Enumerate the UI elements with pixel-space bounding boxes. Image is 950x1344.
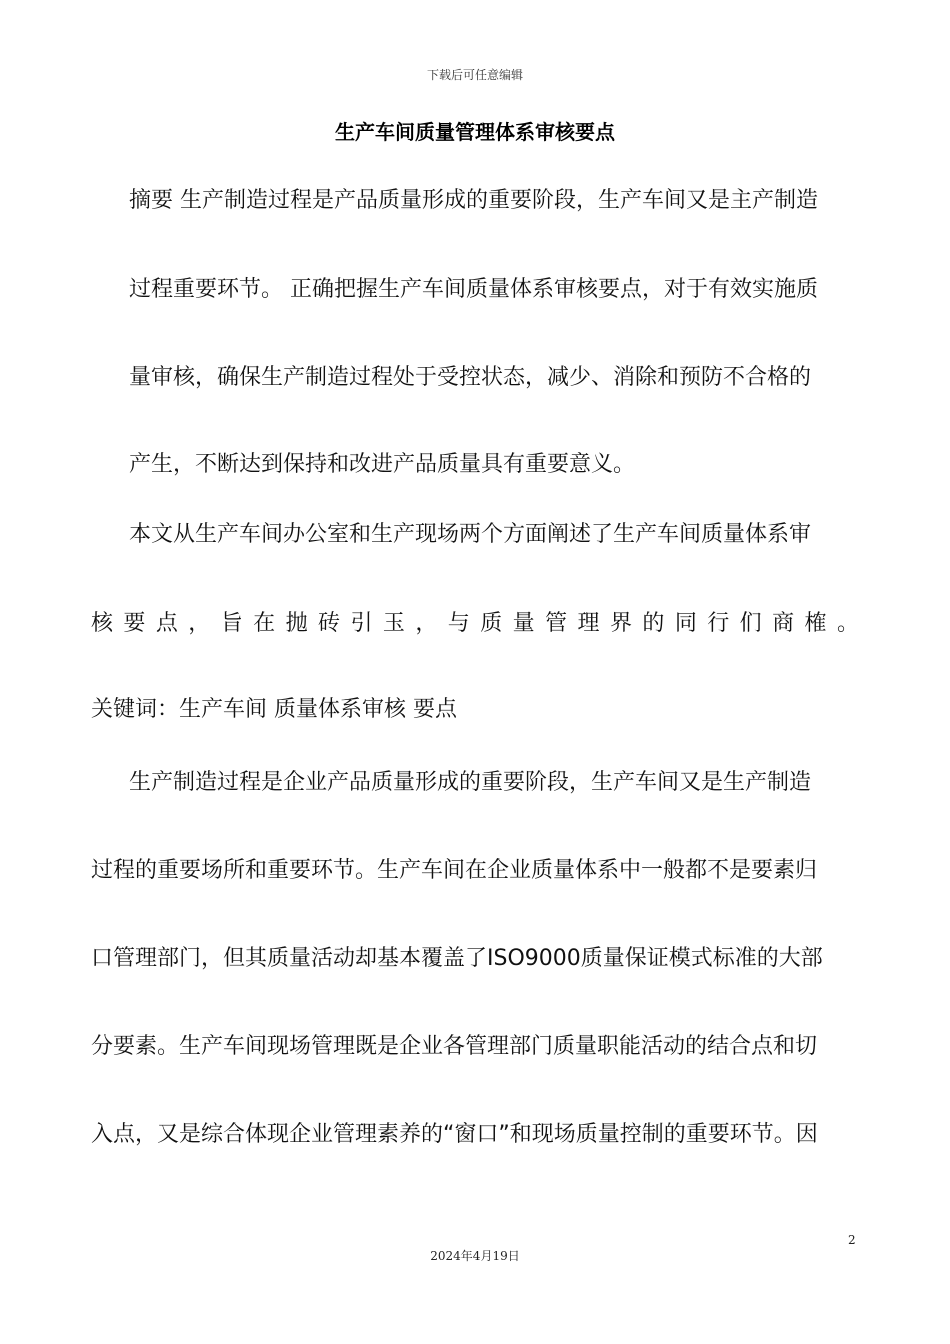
intro-line: 核要点，旨在抛砖引玉，与质量管理界的同行们商榷。 xyxy=(91,611,859,636)
header-note: 下载后可任意编辑 xyxy=(426,68,523,82)
body-line: 口管理部门，但其质量活动却基本覆盖了ISO9000质量保证模式标准的大部 xyxy=(91,946,823,971)
abstract-line: 产生，不断达到保持和改进产品质量具有重要意义。 xyxy=(129,452,636,477)
body-line: 过程的重要场所和重要环节。生产车间在企业质量体系中一般都不是要素归 xyxy=(91,858,818,883)
intro-line: 本文从生产车间办公室和生产现场两个方面阐述了生产车间质量体系审 xyxy=(129,522,812,547)
footer-date: 2024年4月19日 xyxy=(430,1249,520,1263)
page-number: 2 xyxy=(848,1233,856,1247)
body-line: 入点，又是综合体现企业管理素养的“窗口”和现场质量控制的重要环节。因 xyxy=(91,1122,818,1147)
abstract-line: 量审核，确保生产制造过程处于受控状态，减少、消除和预防不合格的 xyxy=(129,365,812,390)
abstract-line: 过程重要环节。 正确把握生产车间质量体系审核要点，对于有效实施质 xyxy=(129,277,818,302)
keywords-line: 关键词：生产车间 质量体系审核 要点 xyxy=(91,697,457,722)
abstract-line: 摘要 生产制造过程是产品质量形成的重要阶段，生产车间又是主产制造 xyxy=(129,188,818,213)
body-line: 分要素。生产车间现场管理既是企业各管理部门质量职能活动的结合点和切 xyxy=(91,1034,818,1059)
document-title: 生产车间质量管理体系审核要点 xyxy=(335,120,615,144)
body-line: 生产制造过程是企业产品质量形成的重要阶段，生产车间又是生产制造 xyxy=(129,770,812,795)
